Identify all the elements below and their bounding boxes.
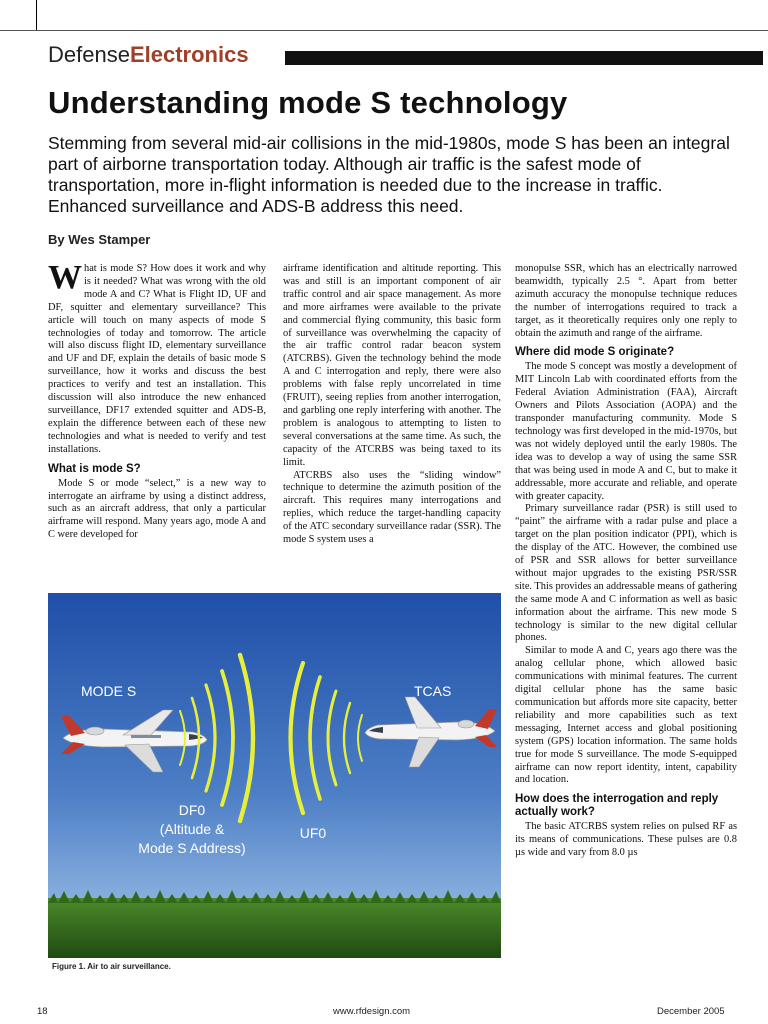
label-mode-s: MODE S xyxy=(81,683,137,699)
subheading: What is mode S? xyxy=(48,462,141,475)
subheading: Where did mode S originate? xyxy=(515,346,675,359)
footer-url: www.rfdesign.com xyxy=(333,1006,411,1017)
column-1 xyxy=(48,259,266,542)
label-df0: DF0 xyxy=(178,802,206,818)
section-header-defense: Defense xyxy=(48,42,130,67)
footer-page-number: 18 xyxy=(37,1006,48,1017)
article-title: Understanding mode S technology xyxy=(48,85,568,120)
paragraph: Similar to mode A and C, years ago there was the analog cellular phone, which allowed basic communications with minimal features. The current digital cellular phone has the same basic communication but affords more site capacity, better reliability and more capabilities such as text messaging, Internet access and global positioning system (GPS) location information. The same holds true for mode S surveillance. The mode S-equipped airframe can now report identity, intent, capability and location. xyxy=(515,645,737,786)
paragraph: airframe identification and altitude reporting. This was and still is an important component of air traffic control and air space management. As more and more airframes were available to the private and commercial flying community, this basic form of surveillance was overwhelming the capacity of the air traffic control radar beacon system (ATCRBS). Given the technology behind the mode A and C interrogation and reply, there were also problems with false reply uncorrelated in time (FRUIT), seeing replies from another interrogation, and garbling one reply interfering with another. The problem is analogous to attempting to listen to several conversations at the same time. As such, the capacity of the ATCRBS was being taxed to its limit. xyxy=(283,263,501,468)
label-tcas: TCAS xyxy=(414,683,452,699)
paragraph: Primary surveillance radar (PSR) is still used to “paint” the airframe with a radar pulse and place a target on the plan position indicator (PPI), which is the display of the ATC. However, the combined use of PSR and SSR allows for better surveillance without major upgrades to the existing PSR/SSR site. This provides an addressable means of gathering the same mode A and C information as well as basic information about the airframe. This new mode S technology is similar to the new digital cellular phones. xyxy=(515,503,737,644)
paragraph: The basic ATCRBS system relies on pulsed RF as its means of communications. These pulses are 0.8 µs wide and vary from 8.0 µs xyxy=(515,821,737,859)
paragraph-text: hat is mode S? How does it work and why is it needed? What was wrong with the old mode A and C? What is Flight ID, UF and DF, squitter and elementary surveillance? This article will touch on many aspects of mode S technologies of today and tomorrow. The article will also discuss flight ID, elementary surveillance and UF and DF, explain the details of basic mode S surveillance, how it works and discuss the best practices to verify and test an installation. This discussion will also introduce the new enhanced surveillance, DF17 extended squitter and ADS-B, explain the difference between each of these new technologies and what is needed to verify and test installations. xyxy=(48,263,266,455)
section-header-bar xyxy=(285,51,763,65)
grass-ground xyxy=(48,898,501,958)
article-deck: Stemming from several mid-air collisions in the mid-1980s, mode S has been an integral part of airborne transportation today. Although air traffic is the safest mode of transportation, more in-flight information is needed due to the increase in traffic. Enhanced surveillance and ADS-B address this need. xyxy=(48,133,730,216)
top-rule xyxy=(0,30,768,31)
paragraph: The mode S concept was mostly a development of MIT Lincoln Lab with coordinated efforts from the Federal Aviation Administration (FAA), Aircraft Owners and Pilots Association (AOPA) and the transponder manufacturing community. Mode S technology was first developed in the mid-1970s, but was not widely deployed until the early 1980s. The idea was to develop a way of using the same SSR that was being used in mode A and C, but to make it addressable, more accurate and reliable, and operate with greater capacity. xyxy=(515,361,737,502)
figure-caption: Figure 1. Air to air surveillance. xyxy=(52,962,171,971)
column-2 xyxy=(283,263,501,547)
label-uf0: UF0 xyxy=(299,825,327,841)
paragraph: monopulse SSR, which has an electrically narrowed beamwidth, typically 2.5 °. Apart from better azimuth accuracy the monopulse technique reduces the number of interrogations required to track a target, as it theoretically requires only one reply to obtain the azimuth and range of the airframe. xyxy=(515,263,737,339)
label-df0-line3: Mode S Address) xyxy=(138,840,246,856)
subheading: How does the interrogation and reply actually work? xyxy=(515,793,719,819)
figure-illustration xyxy=(48,593,501,958)
footer-date: December 2005 xyxy=(657,1006,725,1017)
crop-mark-line xyxy=(36,0,37,30)
figure-air-to-air xyxy=(48,593,501,958)
paragraph: ATCRBS also uses the “sliding window” technique to determine the azimuth position of the aircraft. This requires many interrogations and replies, which reduce the target-handling capacity of the ATC secondary surveillance radar (SSR). The mode S system uses a xyxy=(283,469,501,546)
paragraph xyxy=(48,259,266,457)
byline: By Wes Stamper xyxy=(48,232,151,247)
section-header xyxy=(48,42,763,72)
drop-cap: W xyxy=(48,259,82,296)
paragraph: Mode S or mode “select,” is a new way to interrogate an airframe by using a distinct address, such as an aircraft address, that only a particular airframe will respond. Many years ago, mode A and C were developed for xyxy=(48,477,266,541)
section-header-electronics: Electronics xyxy=(129,42,249,67)
label-df0-line2: (Altitude & xyxy=(159,821,225,837)
column-3 xyxy=(515,263,737,978)
